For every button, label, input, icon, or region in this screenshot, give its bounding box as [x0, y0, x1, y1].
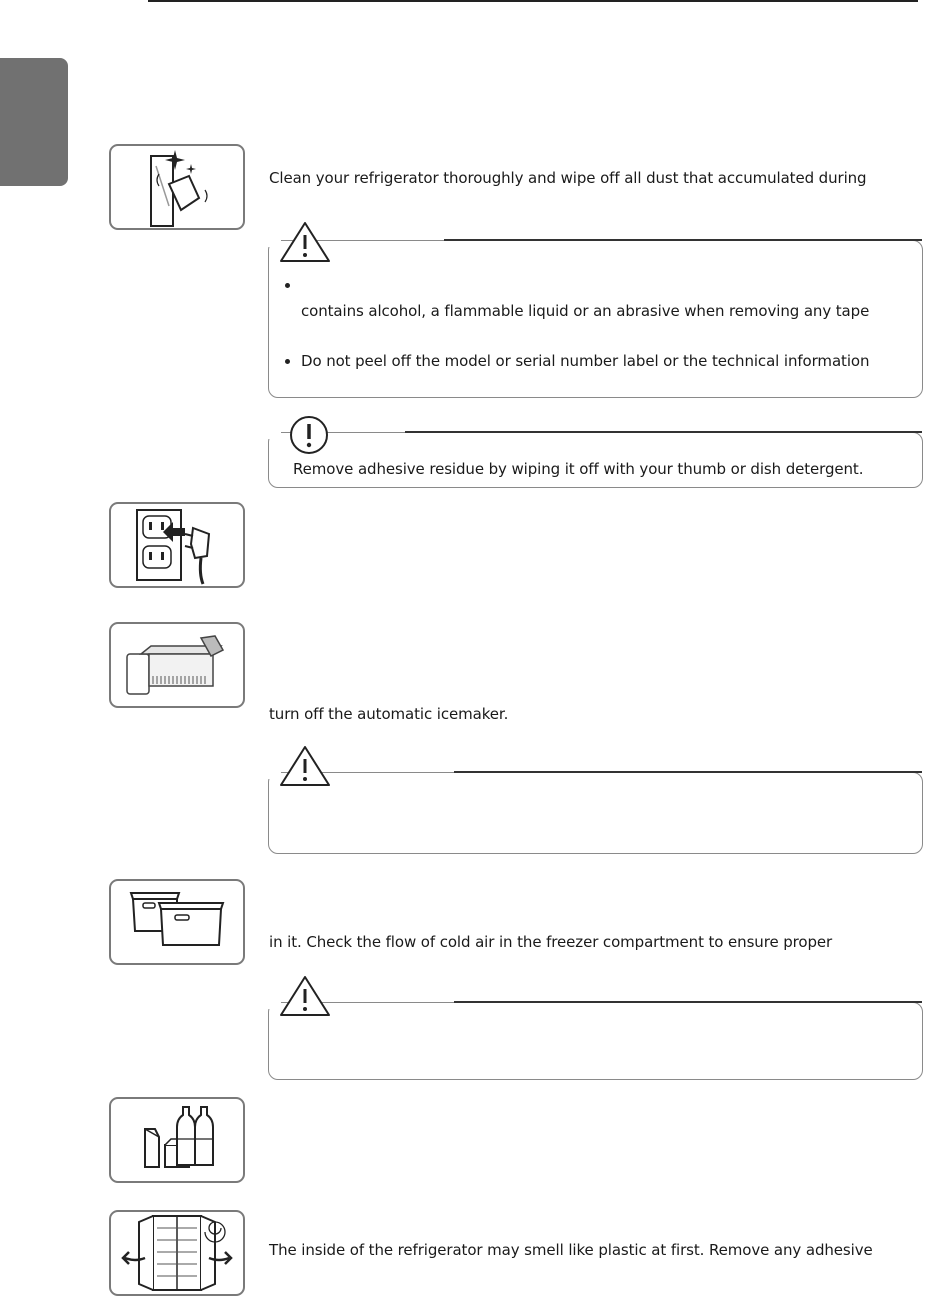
caution-1-item-1: contains alcohol, a flammable liquid or an abrasive when removing any tape: [301, 302, 870, 320]
section-6-text: The inside of the refrigerator may smell like plastic at first. Remove any adhesive: [269, 1241, 873, 1259]
cleaning-cloth-icon: [109, 144, 245, 230]
side-tab: [0, 58, 68, 186]
section-4-text: in it. Check the flow of cold air in the freezer compartment to ensure proper: [269, 933, 833, 951]
note-exclamation-icon: [287, 413, 331, 457]
caution-1-item-2: Do not peel off the model or serial number label or the technical information: [301, 352, 870, 370]
power-outlet-plug-icon: [109, 502, 245, 588]
note-text: Remove adhesive residue by wiping it off with your thumb or dish detergent.: [293, 460, 864, 478]
caution-panel-3: [268, 1002, 923, 1080]
top-rule: [148, 0, 918, 2]
food-bottles-icon: [109, 1097, 245, 1183]
warning-triangle-icon: [277, 743, 333, 789]
caution-panel-1: [268, 240, 923, 398]
warning-triangle-icon: [277, 219, 333, 265]
section-3-text: turn off the automatic icemaker.: [269, 705, 509, 723]
open-doors-ventilate-icon: [109, 1210, 245, 1296]
section-1-text: Clean your refrigerator thoroughly and wipe off all dust that accumulated during: [269, 169, 867, 187]
warning-triangle-icon: [277, 973, 333, 1019]
icemaker-icon: [109, 622, 245, 708]
note-panel: [268, 432, 923, 488]
caution-panel-2: [268, 772, 923, 854]
storage-bins-icon: [109, 879, 245, 965]
